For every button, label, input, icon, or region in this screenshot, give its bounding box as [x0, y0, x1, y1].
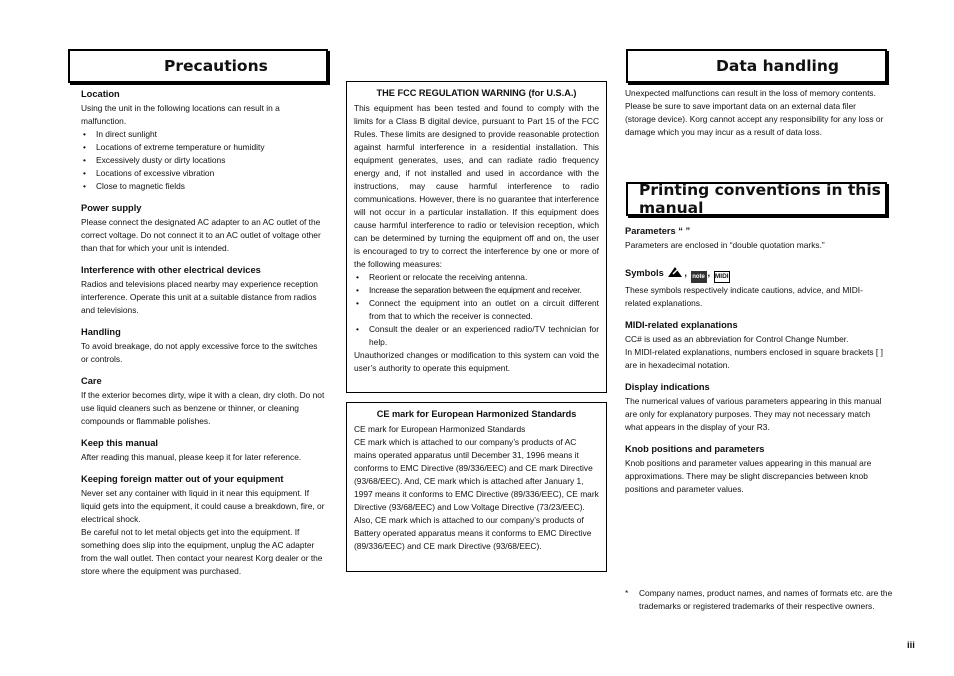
- symbols-heading-row: [625, 266, 887, 283]
- symbols-heading: Symbols: [625, 268, 664, 278]
- ce-mark-title: CE mark for European Harmonized Standards: [376, 409, 577, 419]
- fcc-measures-list: [354, 271, 599, 349]
- note-icon: note: [691, 271, 707, 283]
- handling-text: To avoid breakage, do not apply excessive force to the switches or controls.: [81, 341, 318, 364]
- midi-explanations-text-2: In MIDI-related explanations, numbers enclosed in square brackets [ ] are in hexadecimal notation.: [625, 347, 883, 370]
- list-item: • Reorient or relocate the receiving antenna.: [354, 271, 599, 284]
- trademark-footnote: [625, 587, 893, 613]
- page-number: iii: [907, 640, 915, 651]
- fcc-warning-box: [346, 81, 607, 393]
- footnote-marker: *: [625, 588, 629, 598]
- data-handling-title: [626, 49, 887, 83]
- location-heading: Location: [81, 89, 120, 99]
- care-text: If the exterior becomes dirty, wipe it with a clean, dry cloth. Do not use liquid cleaners such as benzene or thinner, or cleaning compounds or flammable polishes.: [81, 390, 325, 426]
- keep-manual-heading: Keep this manual: [81, 438, 158, 448]
- printing-conventions-title-text: Printing conventions in this manual: [639, 181, 881, 217]
- caution-icon: [667, 266, 683, 278]
- ce-mark-text-2: Also, CE mark which is attached to our company’s products of Battery operated apparatus means it conforms to EMC Directive (89/336/EEC) and CE mark Directive (93/68/EEC).: [354, 515, 592, 551]
- printing-conventions-title: [626, 182, 887, 216]
- parameters-text: Parameters are enclosed in “double quotation marks.”: [625, 240, 825, 250]
- foreign-matter-text-2: Be careful not to let metal objects get into the equipment. If something does slip into the equipment, unplug the AC adapter from the wall outlet. Then contact your nearest Korg dealer or the store where the equipment was purchased.: [81, 527, 323, 576]
- ce-mark-box: [346, 402, 607, 572]
- list-item: • Connect the equipment into an outlet on a circuit different from that to which the receiver is connected.: [354, 297, 599, 323]
- fcc-warning-text: This equipment has been tested and found to comply with the limits for a Class B digital device, pursuant to Part 15 of the FCC Rules. These limits are designed to provide reasonable protection against harmful interference in a residential installation. This equipment generates, uses, and can radiate radio frequency energy and, if not installed and used in accordance with the instructions, may cause harmful interference to radio communications. However, there is no guarantee that interference will not occur in a particular installation. If this equipment does cause harmful interference to radio or television reception, which can be determined by turning the equipment off and on, the user is encouraged to try to correct the interference by one or more of the following measures:: [354, 103, 599, 269]
- ce-mark-text-1: CE mark which is attached to our company’s products of AC mains operated apparatus until December 31, 1996 means it conforms to EMC Directive (89/336/EEC) and CE mark Directive (93/68/EEC). And, CE mark which is attached after January 1, 1997 means it conforms to EMC Directive (89/336/EEC), CE mark Directive (93/68/EEC) and Low Voltage Directive (73/23/EEC).: [354, 437, 599, 512]
- list-item: • In direct sunlight: [81, 128, 327, 141]
- interference-text: Radios and televisions placed nearby may experience reception interference. Operate this unit at a suitable distance from radios and televisions.: [81, 279, 318, 315]
- symbols-text: These symbols respectively indicate cautions, advice, and MIDI-related explanations.: [625, 285, 863, 308]
- symbol-separator: ,: [684, 268, 687, 278]
- precautions-title: [68, 49, 328, 83]
- list-item: • Locations of excessive vibration: [81, 167, 327, 180]
- data-handling-title-text: Data handling: [716, 57, 839, 75]
- display-indications-text: The numerical values of various parameters appearing in this manual are only for explanatory purposes. They may not necessary match what appears in the display of your R3.: [625, 396, 882, 432]
- list-item: • Close to magnetic fields: [81, 180, 327, 193]
- precautions-column: [81, 79, 327, 578]
- foreign-matter-heading: Keeping foreign matter out of your equipment: [81, 474, 284, 484]
- foreign-matter-text-1: Never set any container with liquid in it near this equipment. If liquid gets into the equipment, it could cause a breakdown, fire, or electrical shock.: [81, 488, 325, 524]
- interference-heading: Interference with other electrical devices: [81, 265, 261, 275]
- data-handling-text: Unexpected malfunctions can result in the loss of memory contents. Please be sure to save important data on an external data filer (storage device). Korg cannot accept any responsibility for any loss or damage which you may incur as a result of data loss.: [625, 88, 884, 137]
- list-item: • Excessively dusty or dirty locations: [81, 154, 327, 167]
- symbol-separator: ,: [707, 268, 711, 278]
- fcc-footer-text: Unauthorized changes or modification to this system can void the user’s authority to operate this equipment.: [354, 350, 599, 373]
- fcc-warning-title: THE FCC REGULATION WARNING (for U.S.A.): [376, 88, 577, 98]
- parameters-heading: Parameters “ ”: [625, 226, 691, 236]
- midi-explanations-text-1: CC# is used as an abbreviation for Control Change Number.: [625, 334, 849, 344]
- power-supply-heading: Power supply: [81, 203, 142, 213]
- printing-conventions-column: [625, 216, 887, 496]
- list-item: • Locations of extreme temperature or humidity: [81, 141, 327, 154]
- display-indications-heading: Display indications: [625, 382, 710, 392]
- location-text: Using the unit in the following locations can result in a malfunction.: [81, 103, 280, 126]
- precautions-title-text: Precautions: [164, 57, 268, 75]
- power-supply-text: Please connect the designated AC adapter to an AC outlet of the correct voltage. Do not connect it to an AC outlet of voltage other than that for which your unit is intended.: [81, 217, 321, 253]
- handling-heading: Handling: [81, 327, 121, 337]
- midi-explanations-heading: MIDI-related explanations: [625, 320, 738, 330]
- list-item: • Consult the dealer or an experienced radio/TV technician for help.: [354, 323, 599, 349]
- knob-positions-text: Knob positions and parameter values appearing in this manual are approximations. There may be slight discrepancies between knob positions and parameter values.: [625, 458, 872, 494]
- keep-manual-text: After reading this manual, please keep it for later reference.: [81, 452, 302, 462]
- data-handling-column: [625, 87, 885, 139]
- ce-mark-line: CE mark for European Harmonized Standards: [354, 424, 526, 434]
- footnote-text: Company names, product names, and names of formats etc. are the trademarks or registered trademarks of their respective owners.: [639, 588, 893, 611]
- list-item: • Increase the separation between the equipment and receiver.: [354, 284, 599, 297]
- care-heading: Care: [81, 376, 102, 386]
- midi-icon: MIDI: [714, 271, 730, 283]
- location-list: [81, 128, 327, 193]
- knob-positions-heading: Knob positions and parameters: [625, 444, 765, 454]
